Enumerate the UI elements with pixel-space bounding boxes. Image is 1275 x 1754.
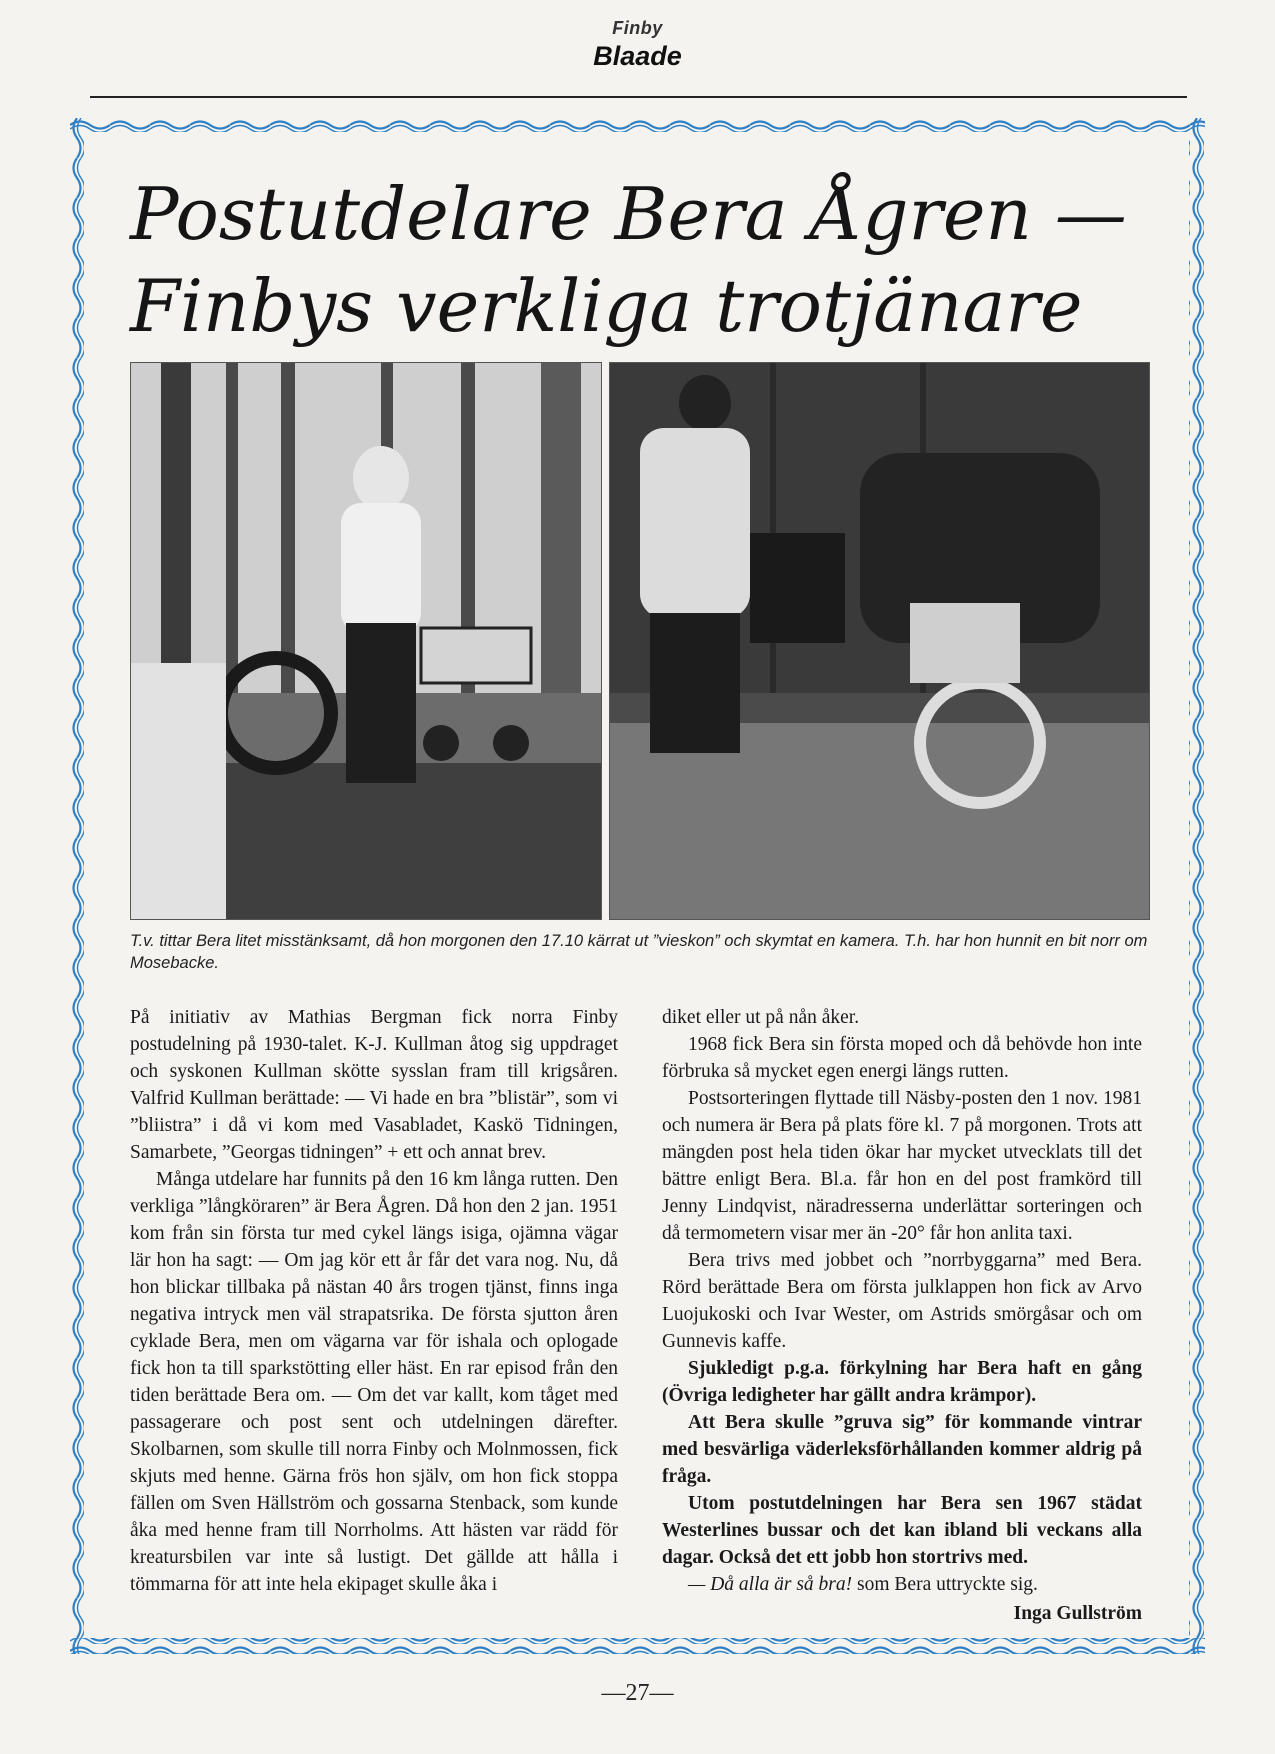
masthead — [0, 18, 1275, 72]
photo-left-image — [131, 363, 601, 919]
paragraph: Utom postutdelningen har Bera sen 1967 städat Westerlines bussar och det kan ibland bli veckans alla dagar. Också det ett jobb hon stortrivs med. — [662, 1493, 1142, 1568]
header-rule — [90, 96, 1187, 98]
article-column-left — [130, 1004, 618, 1598]
page-number: —27— — [601, 1680, 674, 1706]
article-headline — [130, 168, 1150, 352]
masthead-small: Finby — [612, 18, 663, 38]
photo-left — [130, 362, 602, 920]
masthead-title: Blaade — [593, 41, 682, 71]
paragraph: Att Bera skulle ”gruva sig” för kommande vintrar med besvärliga väderleksförhållanden kommer aldrig på fråga. — [662, 1412, 1142, 1487]
paragraph: På initiativ av Mathias Bergman fick norra Finby postudelning på 1930-talet. K-J. Kullman åtog sig uppdraget och syskonen Kullman skötte sysslan fram till krigsåren. Valfrid Kullman berättade: — Vi hade en bra ”blistär”, som vi ”bliistra” i då vi kom med Vasabladet, Kaskö Tidningen, Samarbete, ”Georgas tidningen” + ett och annat brev. — [130, 1007, 618, 1163]
author-signature: Inga Gullström — [1013, 1603, 1142, 1624]
paragraph: Postsorteringen flyttade till Näsby-posten den 1 nov. 1981 och numera är Bera på plats före kl. 7 på morgonen. Trots att mängden post hela tiden ökar har mycket utvecklats till det bättre enligt Bera. Bl.a. får hon en del post framkörd till Jenny Lindqvist, näradresserna underlättar sorteringen och då termometern visar mer än -20° får hon anlita taxi. — [662, 1088, 1142, 1244]
headline-line-1: Postutdelare Bera Ågren — — [130, 172, 1127, 256]
closing-quote-rest: som Bera uttryckte sig. — [852, 1574, 1038, 1595]
paragraph: Sjukledigt p.g.a. förkylning har Bera haft en gång (Övriga ledigheter har gällt andra krämpor). — [662, 1358, 1142, 1406]
paragraph: Bera trivs med jobbet och ”norrbyggarna” med Bera. Rörd berättade Bera om första julklappen hon fick av Arvo Luojukoski och Ivar Wester, om Astrids smörgåsar och om Gunnevis kaffe. — [662, 1250, 1142, 1352]
paragraph: Många utdelare har funnits på den 16 km långa rutten. Den verkliga ”långköraren” är Bera Ågren. Då hon den 2 jan. 1951 kom från sin första tur med cykel längs isiga, ojämna vägar lär hon ha sagt: — Om jag kör ett år får det vara nog. Nu, då hon blickar tillbaka på nästan 40 års trogen tjänst, finns inga negativa intryck men väl strapatsrika. De första sjutton åren cyklade Bera, men om vägarna var för ishala och oplogade fick hon ta till sparkstötting eller häst. En rar episod från den tiden berättade Bera om. — Om det var kallt, kom tåget med passagerare och post sent och utdelningen därefter. Skolbarnen, som skulle till norra Finby och Molnmossen, fick skjuts med henne. Gärna frös hon själv, om hon fick stoppa fällen om Sven Hällström och gossarna Stenback, som kunde åka med henne fram till Norrholms. Att hästen var rädd för kreatursbilen var inte så lustigt. Det gällde att hålla i tömmarna för att inte hela ekipaget skulle åka i — [130, 1169, 618, 1595]
photo-caption: T.v. tittar Bera litet misstänksamt, då hon morgonen den 17.10 kärrat ut ”vieskon” och skymtat en kamera. T.h. har hon hunnit en bit norr om Mosebacke. — [130, 932, 1148, 972]
photo-right-image — [610, 363, 1149, 919]
article-column-right — [662, 1004, 1142, 1627]
paragraph: 1968 fick Bera sin första moped och då behövde hon inte förbruka så mycket egen energi längs rutten. — [662, 1034, 1142, 1082]
closing-quote-paragraph — [662, 1571, 1142, 1598]
closing-quote: — Då alla är så bra! — [688, 1574, 853, 1595]
photo-right — [609, 362, 1150, 920]
paragraph: diket eller ut på nån åker. — [662, 1007, 860, 1028]
headline-line-2: Finbys verkliga trotjänare — [130, 264, 1083, 348]
